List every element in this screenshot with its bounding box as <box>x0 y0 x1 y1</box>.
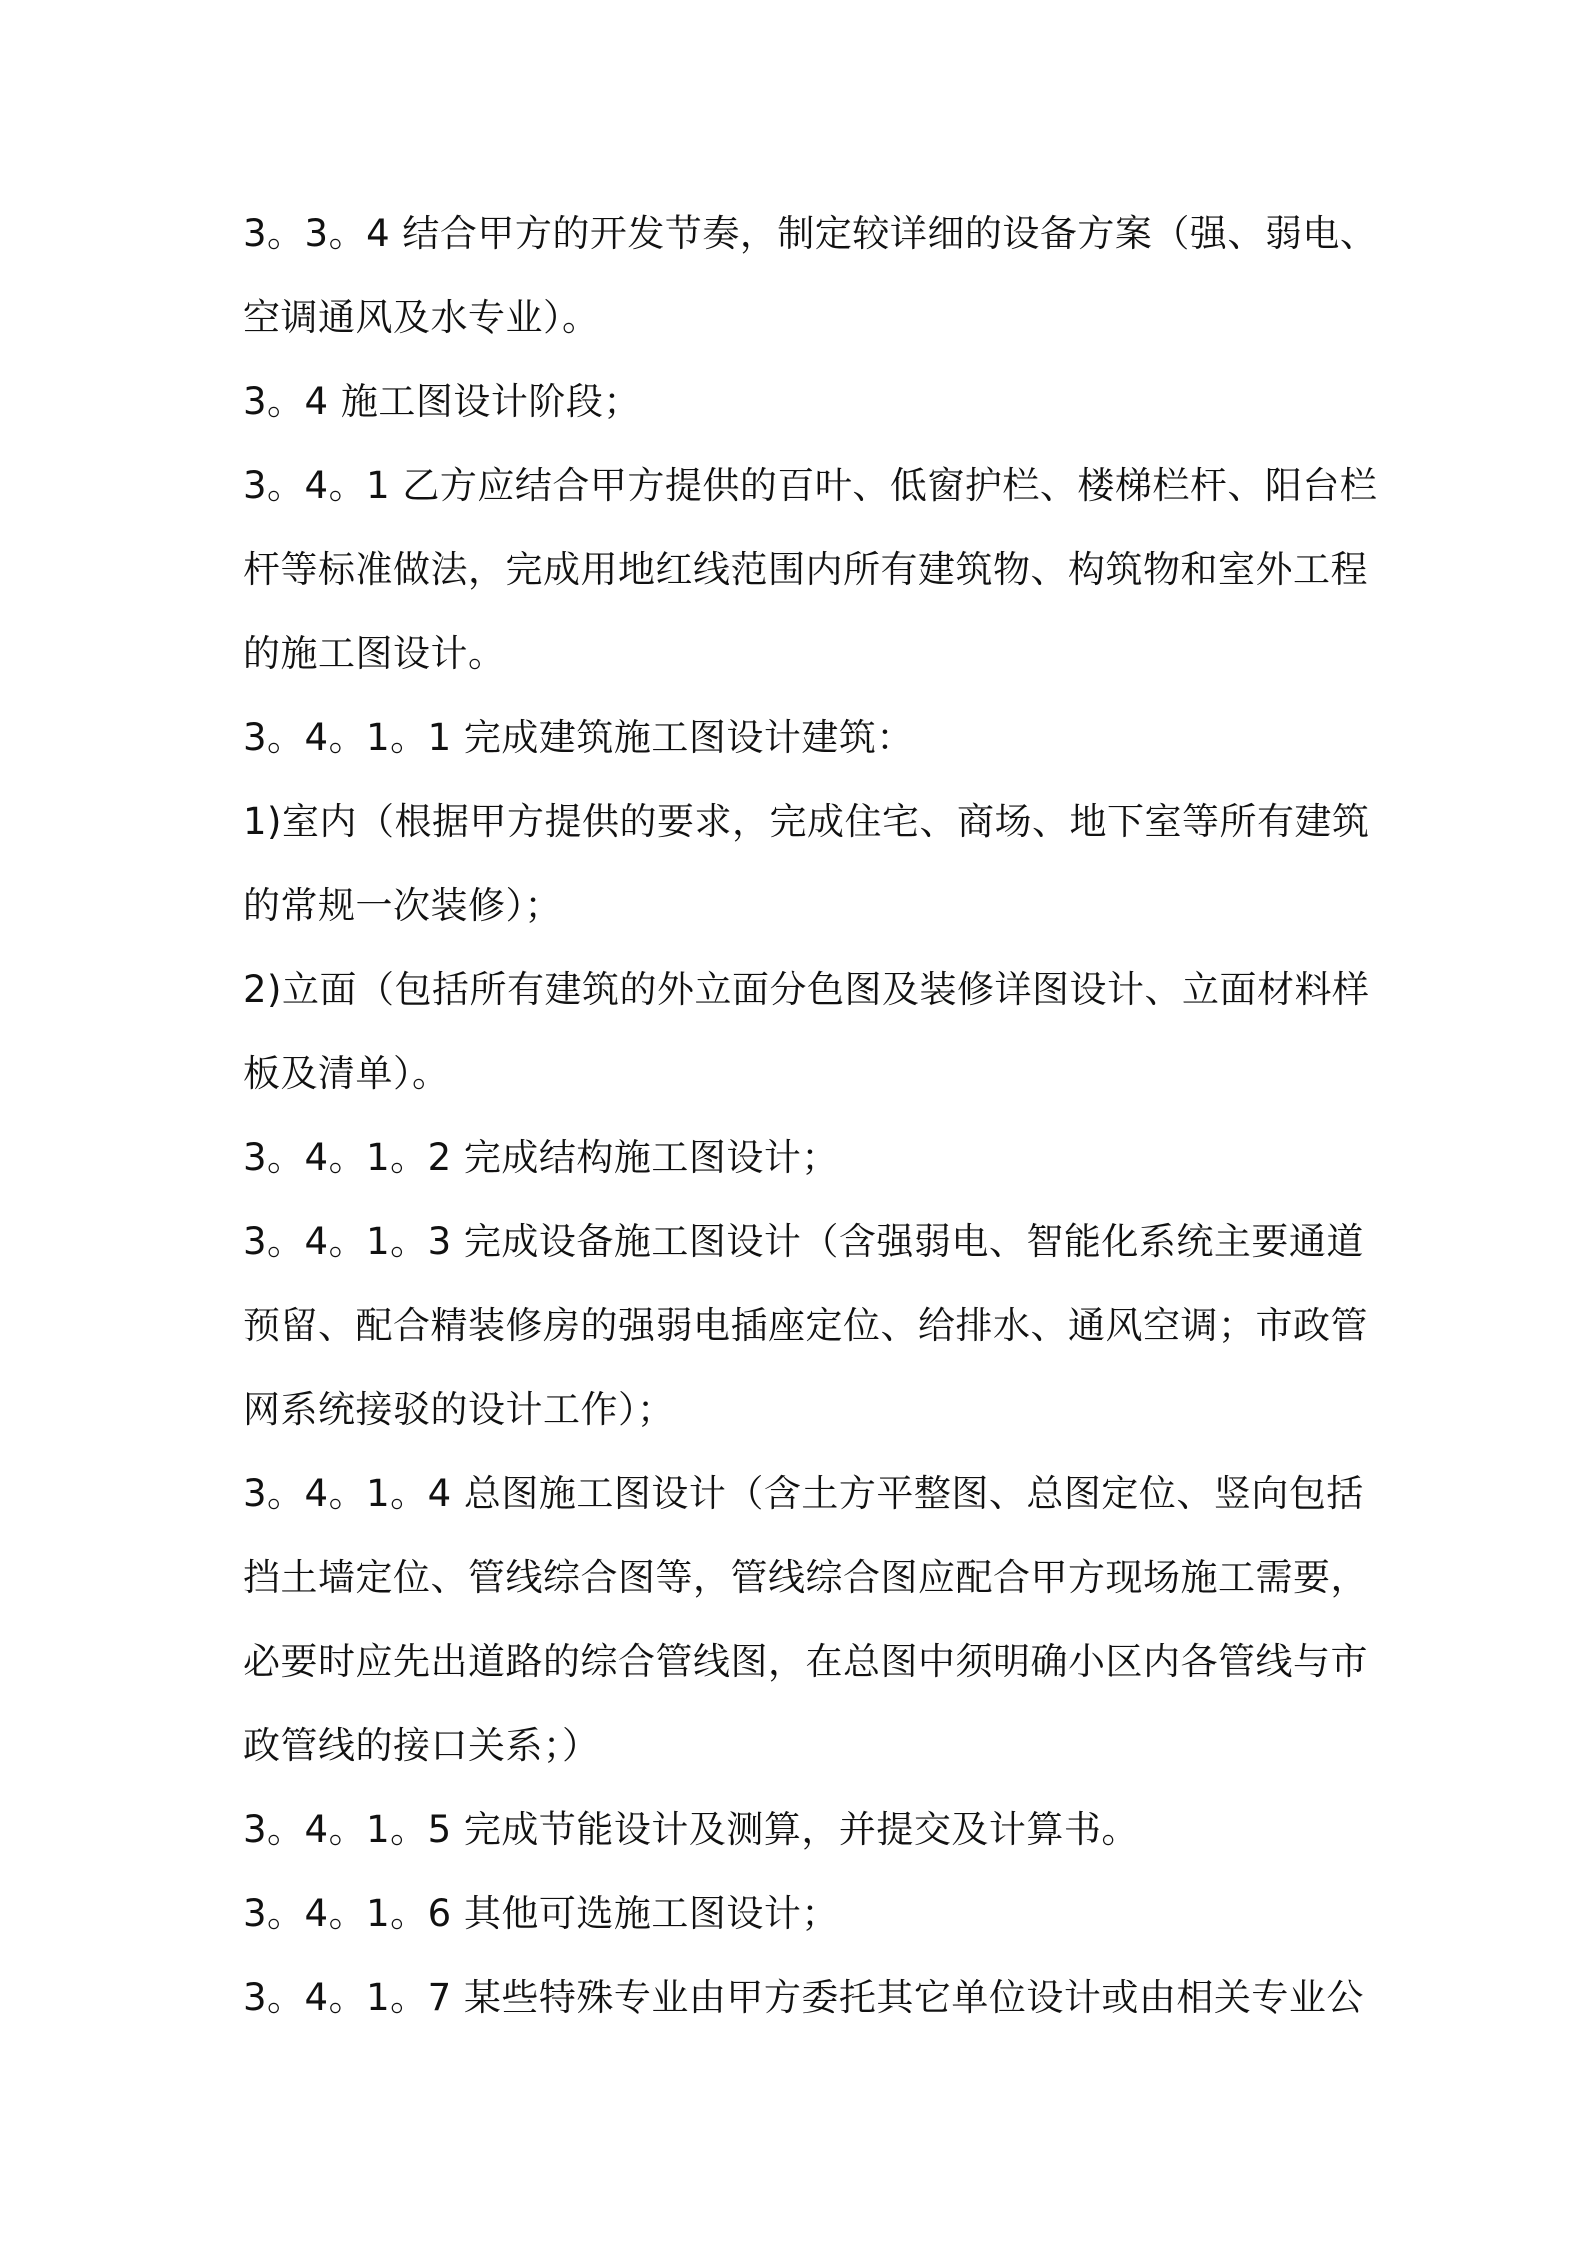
text-line: 3。4。1。1 完成建筑施工图设计建筑： <box>243 716 914 759</box>
text-line: 3。4 施工图设计阶段； <box>243 380 641 423</box>
text-line: 杆等标准做法，完成用地红线范围内所有建筑物、构筑物和室外工程 <box>243 548 1368 591</box>
text-line: 挡土墙定位、管线综合图等，管线综合图应配合甲方现场施工需要， <box>243 1556 1368 1599</box>
text-line: 板及清单）。 <box>243 1052 450 1095</box>
text-line: 3。4。1。2 完成结构施工图设计； <box>243 1136 839 1179</box>
text-line: 3。4。1。3 完成设备施工图设计（含强弱电、智能化系统主要通道 <box>243 1220 1364 1263</box>
text-line: 的施工图设计。 <box>243 632 506 675</box>
text-line: 网系统接驳的设计工作）； <box>243 1388 675 1431</box>
text-line: 2)立面（包括所有建筑的外立面分色图及装修详图设计、立面材料样 <box>243 968 1370 1011</box>
text-line: 3。4。1。6 其他可选施工图设计； <box>243 1892 839 1935</box>
text-line: 3。4。1。5 完成节能设计及测算，并提交及计算书。 <box>243 1808 1139 1851</box>
text-line: 3。4。1。7 某些特殊专业由甲方委托其它单位设计或由相关专业公 <box>243 1976 1364 2019</box>
text-line: 空调通风及水专业）。 <box>243 296 600 339</box>
text-line: 3。3。4 结合甲方的开发节奏，制定较详细的设备方案（强、弱电、 <box>243 212 1378 255</box>
text-line: 3。4。1。4 总图施工图设计（含土方平整图、总图定位、竖向包括 <box>243 1472 1364 1515</box>
text-line: 预留、配合精装修房的强弱电插座定位、给排水、通风空调；市政管 <box>243 1304 1368 1347</box>
text-line: 必要时应先出道路的综合管线图，在总图中须明确小区内各管线与市 <box>243 1640 1368 1683</box>
text-line: 3。4。1 乙方应结合甲方提供的百叶、低窗护栏、楼梯栏杆、阳台栏 <box>243 464 1378 507</box>
text-line: 1)室内（根据甲方提供的要求，完成住宅、商场、地下室等所有建筑 <box>243 800 1370 843</box>
document-body <box>243 192 1378 2040</box>
text-line: 的常规一次装修）； <box>243 884 562 927</box>
text-line: 政管线的接口关系；） <box>243 1724 600 1767</box>
